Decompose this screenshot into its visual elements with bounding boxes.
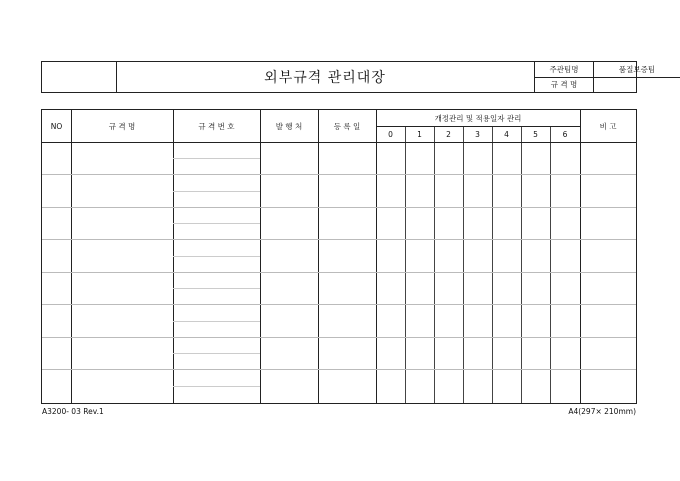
paper-size: A4(297× 210mm) [568,407,636,416]
register-table [41,109,637,404]
dept-label: 주관팀명 [535,62,594,78]
col-rev-4: 4 [504,129,509,139]
col-publisher: 발 행 처 [275,121,303,131]
form-number: A3200- 03 Rev.1 [42,407,104,416]
spec-value[interactable] [594,77,680,92]
col-spec-code: 규 격 번 호 [198,121,235,131]
col-remark: 비 고 [599,121,617,131]
col-rev-3: 3 [475,129,480,139]
spec-label: 규 격 명 [535,77,594,92]
col-rev-0: 0 [388,129,393,139]
col-spec-name: 규 격 명 [108,121,136,131]
col-rev-6: 6 [562,129,568,139]
col-reg-date: 등 록 일 [333,121,361,131]
col-no: NO [50,121,63,131]
dept-value: 품질보증팀 [594,62,680,78]
form-header [41,61,656,93]
meta-block [534,62,656,92]
col-rev-2: 2 [446,129,451,139]
col-rev-1: 1 [417,129,422,139]
col-revision-group: 개정관리 및 적용일자 관리 [434,113,522,123]
page-title: 외부규격 관리대장 [264,70,386,86]
col-rev-5: 5 [533,129,538,139]
logo-cell [42,62,117,92]
